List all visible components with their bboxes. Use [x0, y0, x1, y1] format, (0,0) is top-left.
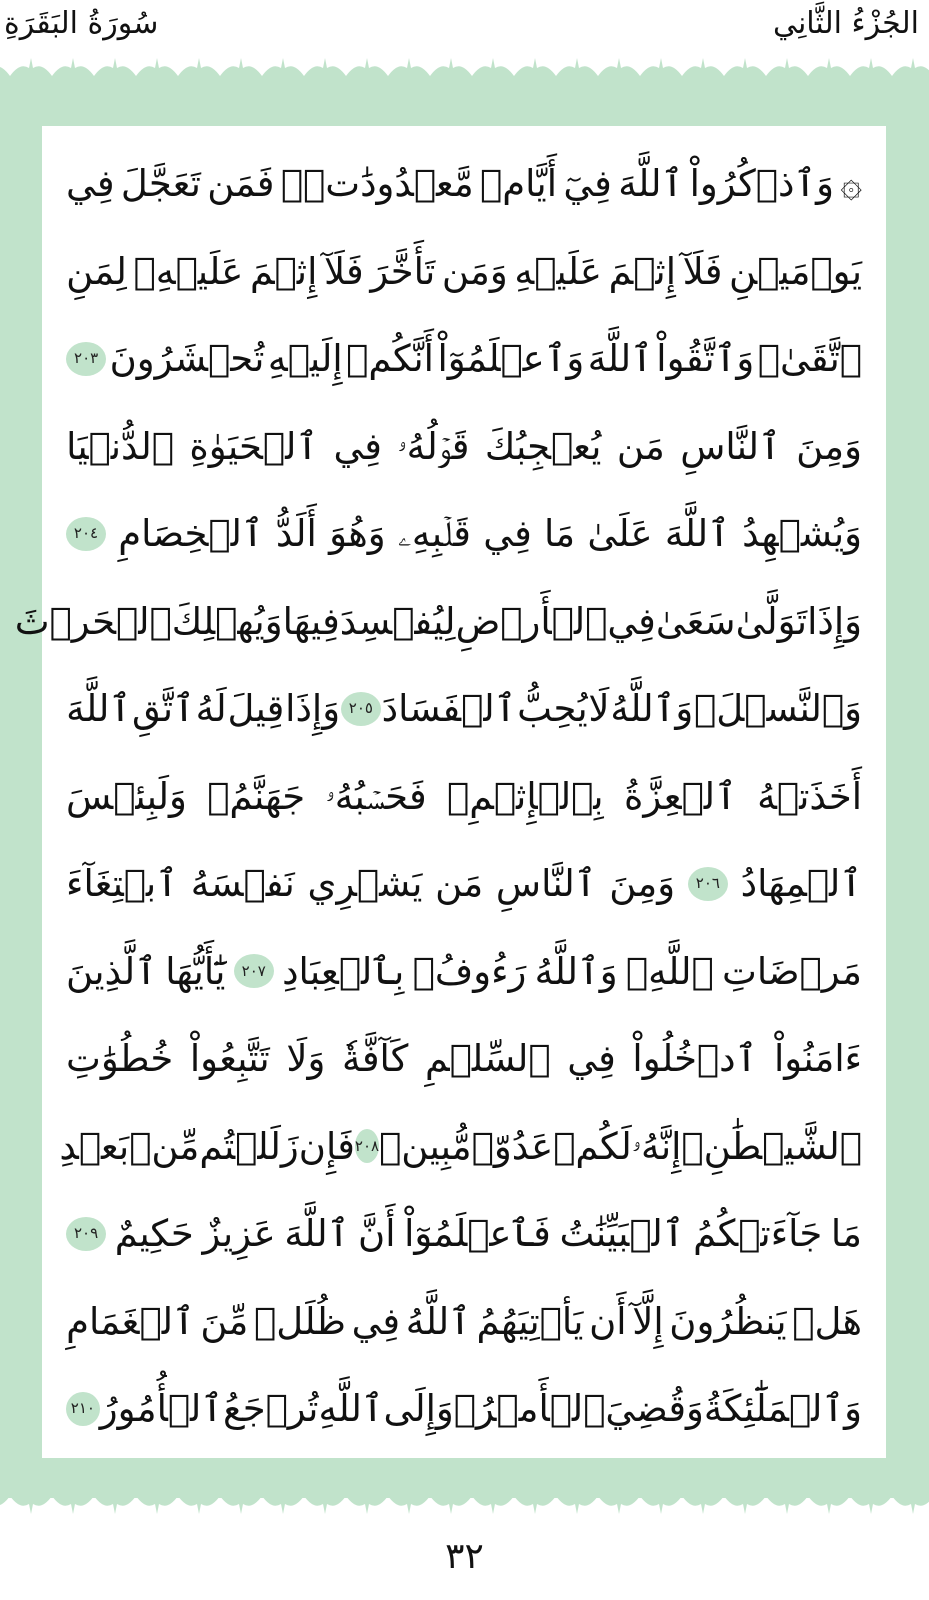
- verse-word: فِي: [351, 1299, 401, 1343]
- verse-word: عَلَيۡهِۖ: [133, 249, 244, 293]
- verse-word: ٱبۡتِغَآءَ: [66, 862, 178, 905]
- verse-word: يُعۡجِبُكَ: [484, 424, 602, 468]
- verse-word: قَلۡبِهِۦ: [397, 512, 471, 555]
- verse-line: [59, 1103, 862, 1191]
- verse-word: مُّبِينٞ: [379, 1124, 472, 1168]
- verse-word: إِثۡمَ: [249, 249, 318, 293]
- ayah-number-marker: ٢٠٤: [66, 517, 106, 551]
- verse-word: عَدُوّٞ: [471, 1124, 554, 1168]
- verse-word: ٱلۡخِصَامِ: [118, 512, 264, 555]
- verse-word: حَكِيمٌ: [114, 1212, 194, 1255]
- verse-word: بَعۡدِ: [59, 1124, 130, 1168]
- verse-word: عَزِيزٌ: [202, 1212, 276, 1255]
- verse-word: ٱلَّذِينَ: [66, 949, 157, 993]
- verse-word: فَلَآ: [323, 249, 364, 293]
- verse-word: وَٱذۡكُرُواْ: [689, 162, 834, 205]
- verse-word: عَلَيۡهِ: [514, 249, 602, 293]
- ayah-number-marker: ٢٠٨: [355, 1129, 379, 1163]
- verse-word: ٱلۡفَسَادَ: [381, 687, 517, 730]
- verse-line: [66, 928, 862, 1016]
- ayah-number-marker: ٢٠٩: [66, 1217, 106, 1251]
- ayah-number-marker: ٢١٠: [66, 1392, 100, 1426]
- verse-word: ٱللَّهَ: [587, 337, 653, 380]
- verse-line: [66, 140, 862, 228]
- verse-word: أَخَذَتۡهُ: [757, 774, 862, 818]
- verse-word: قَوۡلُهُۥ: [397, 424, 470, 468]
- verse-word: ٱللَّهُ: [405, 1299, 471, 1343]
- verse-word: وَإِذَا: [285, 687, 341, 730]
- verse-word: يُحِبُّ: [517, 687, 588, 730]
- verse-word: ٱلنَّاسِ: [680, 424, 781, 468]
- verse-word: فَإِن: [298, 1124, 355, 1168]
- verse-word: ٱلشَّيۡطَٰنِۚ: [681, 1124, 862, 1168]
- verse-word: لَكُمۡ: [553, 1124, 632, 1168]
- verse-word: وَٱتَّقُواْ: [656, 337, 755, 380]
- verse-word: فِيهَا: [282, 599, 340, 643]
- verse-line: [14, 578, 862, 666]
- verse-word: وَٱلۡمَلَٰٓئِكَةُ: [703, 1387, 862, 1430]
- verse-word: إِنَّهُۥ: [631, 1124, 682, 1168]
- verse-word: ٱلۡأَرۡضِ: [455, 599, 608, 643]
- verse-word: بِٱلۡعِبَادِ: [282, 949, 405, 993]
- verse-word: لِيُفۡسِدَ: [339, 599, 456, 643]
- verse-word: ۞: [840, 162, 862, 205]
- verse-word: وَٱعۡلَمُوٓاْ: [437, 337, 585, 380]
- verse-word: خُطُوَٰتِ: [66, 1037, 174, 1080]
- verse-word: ٱللَّهِ: [318, 1387, 384, 1430]
- verse-line: [66, 840, 862, 928]
- ayah-number-marker: ٢٠٣: [66, 342, 106, 376]
- verse-word: زَلَلۡتُم: [199, 1124, 299, 1168]
- verse-word: فَٱعۡلَمُوٓاْ: [404, 1212, 551, 1255]
- ayah-number-marker: ٢٠٦: [688, 867, 728, 901]
- verse-word: هَلۡ: [792, 1299, 862, 1343]
- verse-word: تُحۡشَرُونَ: [109, 337, 265, 380]
- verse-word: يَوۡمَيۡنِ: [729, 249, 862, 293]
- verse-word: ٱتَّقَىٰۗ: [757, 337, 862, 380]
- verse-word: مِّنۢ: [129, 1124, 200, 1168]
- verse-word: وَمِنَ: [609, 862, 676, 905]
- verse-word: فَلَآ: [682, 249, 723, 293]
- verse-word: لَا: [588, 687, 610, 730]
- verse-word: ٱلۡحَرۡثَ: [14, 599, 172, 643]
- ayah-number-marker: ٢٠٧: [234, 954, 274, 988]
- verse-word: كَآفَّةٗ: [341, 1037, 409, 1080]
- verse-word: يَشۡرِي: [307, 862, 423, 905]
- verse-word: قِيلَ: [227, 687, 285, 730]
- verse-word: ٱللَّهِۚ: [625, 949, 714, 993]
- verse-word: وَٱلنَّسۡلَۚ: [694, 687, 862, 730]
- verse-word: وَيُشۡهِدُ: [742, 512, 862, 555]
- verse-word: نَفۡسَهُ: [190, 862, 295, 905]
- verse-word: فِيٓ: [563, 162, 612, 205]
- verse-word: وَٱللَّهُ: [534, 949, 618, 993]
- verse-word: وَيُهۡلِكَ: [171, 599, 283, 643]
- verse-word: لِمَنِ: [66, 249, 127, 293]
- verse-word: ٱلۡأَمۡرُۚ: [453, 1387, 606, 1430]
- verse-word: إِثۡمَ: [608, 249, 676, 293]
- verse-word: فِي: [483, 512, 532, 555]
- verse-word: رَءُوفُۢ: [412, 949, 527, 993]
- verse-word: تَتَّبِعُواْ: [189, 1037, 270, 1080]
- verse-word: أَلَدُّ: [275, 512, 317, 555]
- verse-word: تَأَخَّرَ: [370, 249, 436, 293]
- verse-word: وَلَا: [286, 1037, 326, 1080]
- verse-line: [66, 753, 862, 841]
- verse-line: [66, 1190, 862, 1278]
- verse-word: سَعَىٰ: [655, 599, 736, 643]
- juz-title: الجُزْءُ الثَّانِي: [772, 6, 919, 41]
- verse-word: وَقُضِيَ: [605, 1387, 704, 1430]
- verse-word: ٱللَّهَ: [618, 162, 684, 205]
- verse-word: ٱلۡعِزَّةُ: [623, 774, 737, 818]
- verse-word: جَهَنَّمُۖ: [207, 774, 306, 818]
- verse-word: ٱللَّهَ: [664, 512, 730, 555]
- verse-word: جَآءَتۡكُمُ: [693, 1212, 823, 1255]
- verse-line: [66, 1278, 862, 1366]
- verse-word: ٱللَّهَ: [66, 687, 132, 730]
- verse-word: وَهُوَ: [329, 512, 386, 555]
- verse-word: فِي: [66, 162, 115, 205]
- verse-word: فَمَن: [207, 162, 275, 205]
- verse-line: [66, 490, 862, 578]
- verse-word: ٱتَّقِ: [131, 687, 195, 730]
- verse-word: وَإِلَى: [383, 1387, 454, 1430]
- verse-word: فِي: [333, 424, 382, 468]
- ayah-number-marker: ٢٠٥: [341, 692, 381, 726]
- verse-word: أَنَّكُمۡ: [346, 337, 434, 380]
- verse-word: تَعَجَّلَ: [120, 162, 201, 205]
- verse-word: ٱلسِّلۡمِ: [425, 1037, 551, 1080]
- verse-word: ظُلَلٖ: [254, 1299, 346, 1343]
- verse-word: ٱلۡغَمَامِ: [66, 1299, 195, 1343]
- verse-word: مَا: [544, 512, 576, 555]
- verse-line: [66, 665, 862, 753]
- verse-word: بِٱلۡإِثۡمِۚ: [447, 774, 604, 818]
- verse-word: لَهُ: [195, 687, 227, 730]
- verse-word: ٱدۡخُلُواْ: [632, 1037, 758, 1080]
- verse-word: تُرۡجَعُ: [223, 1387, 319, 1430]
- verse-word: وَٱللَّهُ: [610, 687, 694, 730]
- verse-line: [66, 403, 862, 491]
- verse-word: مَّعۡدُودَٰتٖۚ: [280, 162, 474, 205]
- page-number: ٣٢: [445, 1536, 484, 1577]
- surah-title: سُورَةُ البَقَرَةِ: [4, 6, 159, 41]
- verse-line: [66, 1015, 862, 1103]
- verse-word: فِي: [607, 599, 656, 643]
- verse-word: أَيَّامٖ: [480, 162, 558, 205]
- verse-word: أَنَّ: [358, 1212, 396, 1255]
- verse-word: مَن: [435, 862, 484, 905]
- verse-line: [66, 1365, 862, 1453]
- verse-word: ٱلۡبَيِّنَٰتُ: [559, 1212, 685, 1255]
- verse-word: تَوَلَّىٰ: [735, 599, 808, 643]
- verse-word: وَإِذَا: [807, 599, 862, 643]
- verse-word: وَلَبِئۡسَ: [66, 774, 187, 818]
- verse-word: يَنظُرُونَ: [669, 1299, 787, 1343]
- verse-word: عَلَىٰ: [587, 512, 653, 555]
- verse-word: مَا: [830, 1212, 862, 1255]
- verse-word: مِّنَ: [200, 1299, 249, 1343]
- verse-word: ٱلدُّنۡيَا: [66, 424, 174, 468]
- bottom-border-ornament: [0, 1490, 929, 1514]
- verse-word: مَرۡضَاتِ: [722, 949, 862, 993]
- verse-word: أَن: [589, 1299, 627, 1343]
- verse-word: يَٰٓأَيُّهَا: [165, 949, 226, 993]
- verse-word: ٱلنَّاسِ: [495, 862, 597, 905]
- verse-word: وَمِنَ: [796, 424, 862, 468]
- verse-word: إِلَيۡهِ: [267, 337, 343, 380]
- verse-word: وَمَن: [441, 249, 508, 293]
- verse-word: فِي: [567, 1037, 616, 1080]
- verse-word: ٱلۡأُمُورُ: [99, 1387, 223, 1430]
- verse-word: ءَامَنُواْ: [773, 1037, 862, 1080]
- verse-line: [66, 228, 862, 316]
- verse-lines: [14, 140, 862, 1453]
- verse-word: فَحَسۡبُهُۥ: [325, 774, 427, 818]
- verse-line: [66, 315, 862, 403]
- quran-page: [14, 126, 886, 1458]
- verse-word: مَن: [616, 424, 665, 468]
- verse-word: إِلَّآ: [632, 1299, 664, 1343]
- verse-word: ٱلۡمِهَادُ: [740, 862, 862, 905]
- verse-word: ٱلۡحَيَوٰةِ: [189, 424, 319, 468]
- verse-word: ٱللَّهَ: [284, 1212, 350, 1255]
- verse-word: يَأۡتِيَهُمُ: [476, 1299, 584, 1343]
